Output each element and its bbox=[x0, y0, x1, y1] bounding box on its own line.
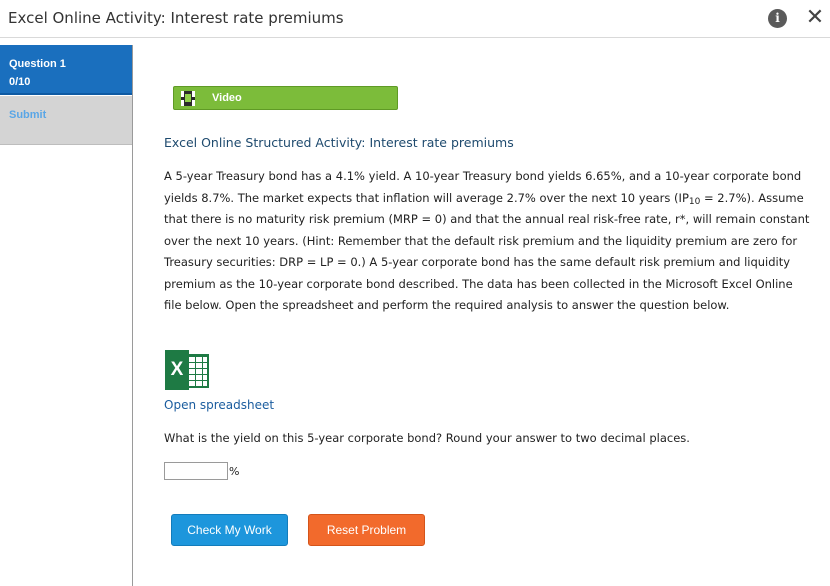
problem-text bbox=[164, 166, 810, 317]
question-label: Question 1 bbox=[9, 58, 66, 70]
film-icon bbox=[181, 91, 195, 106]
window-title: Excel Online Activity: Interest rate premiums bbox=[8, 9, 344, 27]
activity-title: Excel Online Structured Activity: Interest rate premiums bbox=[164, 135, 514, 150]
excel-icon[interactable] bbox=[165, 350, 211, 390]
answer-unit: % bbox=[229, 465, 240, 478]
submit-label: Submit bbox=[9, 109, 47, 121]
reset-problem-button[interactable]: Reset Problem bbox=[308, 514, 425, 546]
problem-subscript: 10 bbox=[688, 196, 701, 207]
sidebar bbox=[0, 45, 133, 586]
excel-x-letter: X bbox=[165, 350, 189, 390]
problem-text-part-1: A 5-year Treasury bond has a 4.1% yield. A 10-year Treasury bond yields 6.65%, and a 10-year corporate bond yields 8.7%. The market expects that inflation will average 2.7% over the next 10 years (IP bbox=[164, 169, 802, 205]
close-icon[interactable]: ✕ bbox=[805, 5, 825, 30]
open-spreadsheet-link[interactable]: Open spreadsheet bbox=[164, 398, 275, 412]
video-label: Video bbox=[212, 92, 242, 104]
question-score: 0/10 bbox=[9, 76, 31, 88]
info-icon[interactable]: i bbox=[768, 9, 787, 28]
sidebar-item-submit[interactable] bbox=[0, 96, 132, 145]
video-button[interactable] bbox=[173, 86, 398, 110]
question-text: What is the yield on this 5-year corporate bond? Round your answer to two decimal places. bbox=[164, 431, 690, 445]
check-my-work-button[interactable]: Check My Work bbox=[171, 514, 288, 546]
problem-text-part-2: = 2.7%). Assume that there is no maturity risk premium (MRP = 0) and that the annual real risk-free rate, r*, will remain constant over the next 10 years. (Hint: Remember that the default risk premium and the liquidity premium are zero for Treasury securities: DRP = LP = 0.) A 5-year corporate bond has the same default risk premium and liquidity premium as the 10-year corporate bond described. The data has been collected in the Microsoft Excel Online file below. Open the spreadsheet and perform the required analysis to answer the question below. bbox=[164, 190, 810, 312]
answer-input[interactable] bbox=[164, 462, 228, 480]
title-bar bbox=[0, 0, 830, 38]
sidebar-item-question-1[interactable] bbox=[0, 45, 132, 95]
